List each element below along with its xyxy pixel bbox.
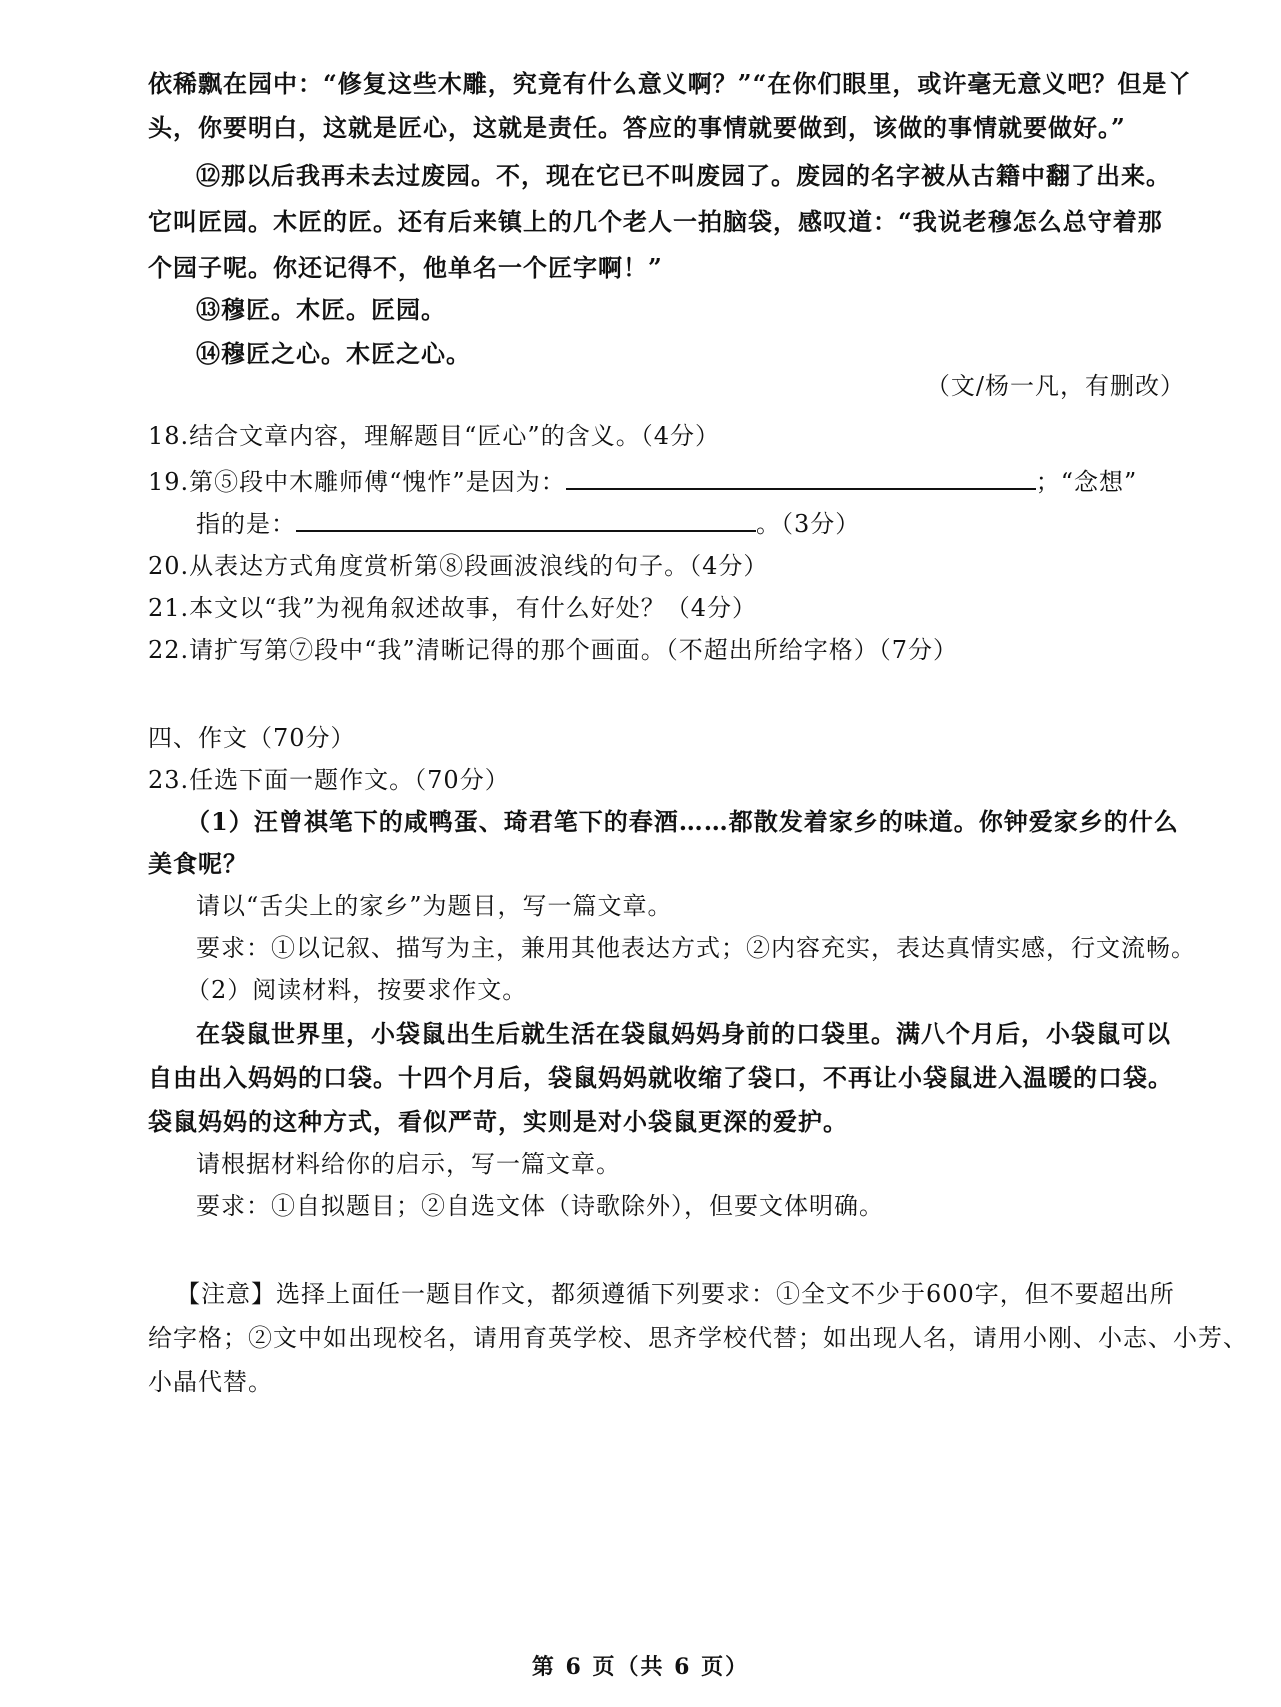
essay-option-2-material-line-2: 自由出入妈妈的口袋。十四个月后，袋鼠妈妈就收缩了袋口，不再让小袋鼠进入温暖的口袋。 [148,1063,1173,1092]
essay-option-2-title: （2）阅读材料，按要求作文。 [186,976,528,1004]
paragraph-13: ⑬穆匠。木匠。匠园。 [196,295,446,324]
essay-option-1-requirements: 要求：①以记叙、描写为主，兼用其他表达方式；②内容充实，表达真情实感，行文流畅。 [196,934,1196,962]
paragraph-14: ⑭穆匠之心。木匠之心。 [196,339,471,368]
question-19-line2-prefix: 指的是： [196,510,296,538]
essay-option-1-task: 请以“舌尖上的家乡”为题目，写一篇文章。 [196,892,673,920]
paragraph-12-line-1: ⑫那以后我再未去过废园。不，现在它已不叫废园了。废园的名字被从古籍中翻了出来。 [196,161,1171,190]
answer-blank-2[interactable] [296,508,756,532]
question-20: 20.从表达方式角度赏析第⑧段画波浪线的句子。（4分） [148,552,769,580]
question-22: 22.请扩写第⑦段中“我”清晰记得的那个画面。（不超出所给字格）（7分） [148,636,958,664]
story-end-line-1: 依稀飘在园中：“修复这些木雕，究竟有什么意义啊？”“在你们眼里，或许毫无意义吧？但是丫 [148,69,1193,98]
essay-note-line-3: 小晶代替。 [148,1368,273,1396]
essay-option-1-line-1: （1）汪曾祺笔下的咸鸭蛋、琦君笔下的春酒……都散发着家乡的味道。你钟爱家乡的什么 [186,807,1179,836]
essay-option-2-material-line-3: 袋鼠妈妈的这种方式，看似严苛，实则是对小袋鼠更深的爱护。 [148,1107,848,1136]
paragraph-12-line-2: 它叫匠园。木匠的匠。还有后来镇上的几个老人一拍脑袋，感叹道：“我说老穆怎么总守着那 [148,207,1163,236]
page-number: 第 6 页（共 6 页） [531,1654,750,1680]
story-end-line-2: 头，你要明白，这就是匠心，这就是责任。答应的事情就要做到，该做的事情就要做好。” [148,113,1126,142]
question-19-line2-suffix: 。（3分） [756,510,861,538]
question-19-line-2 [196,508,860,540]
question-18: 18.结合文章内容，理解题目“匠心”的含义。（4分） [148,422,720,450]
question-19-mid: ；“念想” [1035,468,1138,496]
question-23: 23.任选下面一题作文。（70分） [148,766,510,794]
essay-note-line-2: 给字格；②文中如出现校名，请用育英学校、思齐学校代替；如出现人名，请用小刚、小志、小芳、 [148,1324,1248,1352]
question-19 [148,466,1137,498]
essay-note-line-1: 【注意】选择上面任一题目作文，都须遵循下列要求：①全文不少于600字，但不要超出所 [176,1280,1175,1308]
essay-option-1-line-2: 美食呢？ [148,849,248,878]
question-21: 21.本文以“我”为视角叙述故事，有什么好处？（4分） [148,594,757,622]
essay-option-2-material-line-1: 在袋鼠世界里，小袋鼠出生后就生活在袋鼠妈妈身前的口袋里。满八个月后，小袋鼠可以 [196,1019,1171,1048]
essay-option-2-task: 请根据材料给你的启示，写一篇文章。 [196,1150,621,1178]
question-19-prefix: 19.第⑤段中木雕师傅“愧怍”是因为： [148,468,566,496]
article-source: （文/杨一凡，有删改） [925,372,1185,400]
paragraph-12-line-3: 个园子呢。你还记得不，他单名一个匠字啊！” [148,253,663,282]
essay-section-title: 四、作文（70分） [148,724,356,752]
essay-option-2-requirements: 要求：①自拟题目；②自选文体（诗歌除外），但要文体明确。 [196,1192,884,1220]
answer-blank-1[interactable] [566,466,1036,490]
